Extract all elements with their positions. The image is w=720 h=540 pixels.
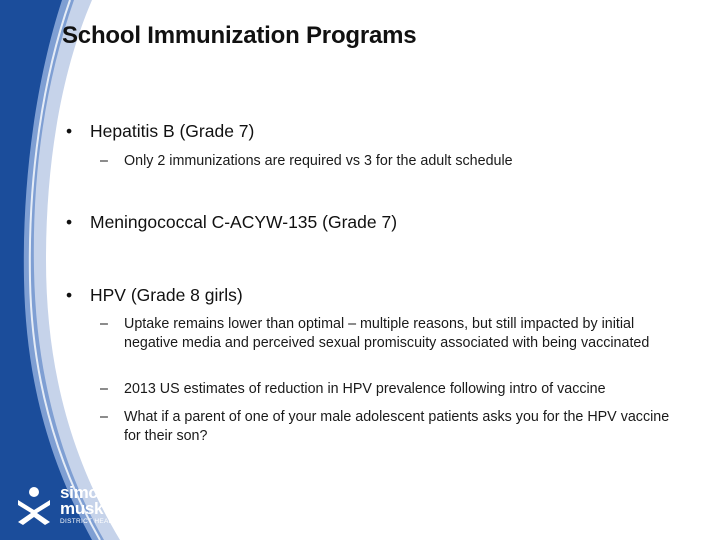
sub-bullet-text: What if a parent of one of your male adolescent patients asks you for the HPV vaccine for their son? [124,409,670,444]
bullet-marker: • [66,285,73,305]
sub-bullet [100,380,680,399]
sub-bullet-text: 2013 US estimates of reduction in HPV prevalence following intro of vaccine [124,381,606,397]
logo-subtitle: DISTRICT HEALTH UNIT [60,518,140,525]
logo-line-2: muskoka [60,499,132,518]
bullet-hepatitis-b [66,121,254,142]
bullet-text: Meningococcal C-ACYW-135 (Grade 7) [90,212,398,232]
sub-bullet-text: Only 2 immunizations are required vs 3 for the adult schedule [124,153,513,169]
sub-bullet-marker: – [100,153,108,169]
sub-bullet-marker: – [100,409,108,425]
bullet-hpv [66,285,243,306]
bullet-marker: • [66,212,73,232]
logo [12,484,162,530]
bullet-meningococcal [66,212,397,233]
logo-line-1: simcoe [60,483,117,502]
bullet-text: HPV (Grade 8 girls) [90,285,243,305]
sub-bullet [100,315,680,353]
sub-bullet [100,408,680,446]
sub-bullet-marker: – [100,381,108,397]
sub-bullet [100,152,680,171]
person-figure-icon [14,486,54,526]
slide-title: School Immunization Programs [62,22,417,49]
sub-bullet-text: Uptake remains lower than optimal – multiple reasons, but still impacted by initial negative media and perceived sexual promiscuity associated with being vaccinated [124,316,650,351]
bullet-marker: • [66,121,73,141]
bullet-text: Hepatitis B (Grade 7) [90,121,255,141]
sub-bullet-marker: – [100,316,108,332]
